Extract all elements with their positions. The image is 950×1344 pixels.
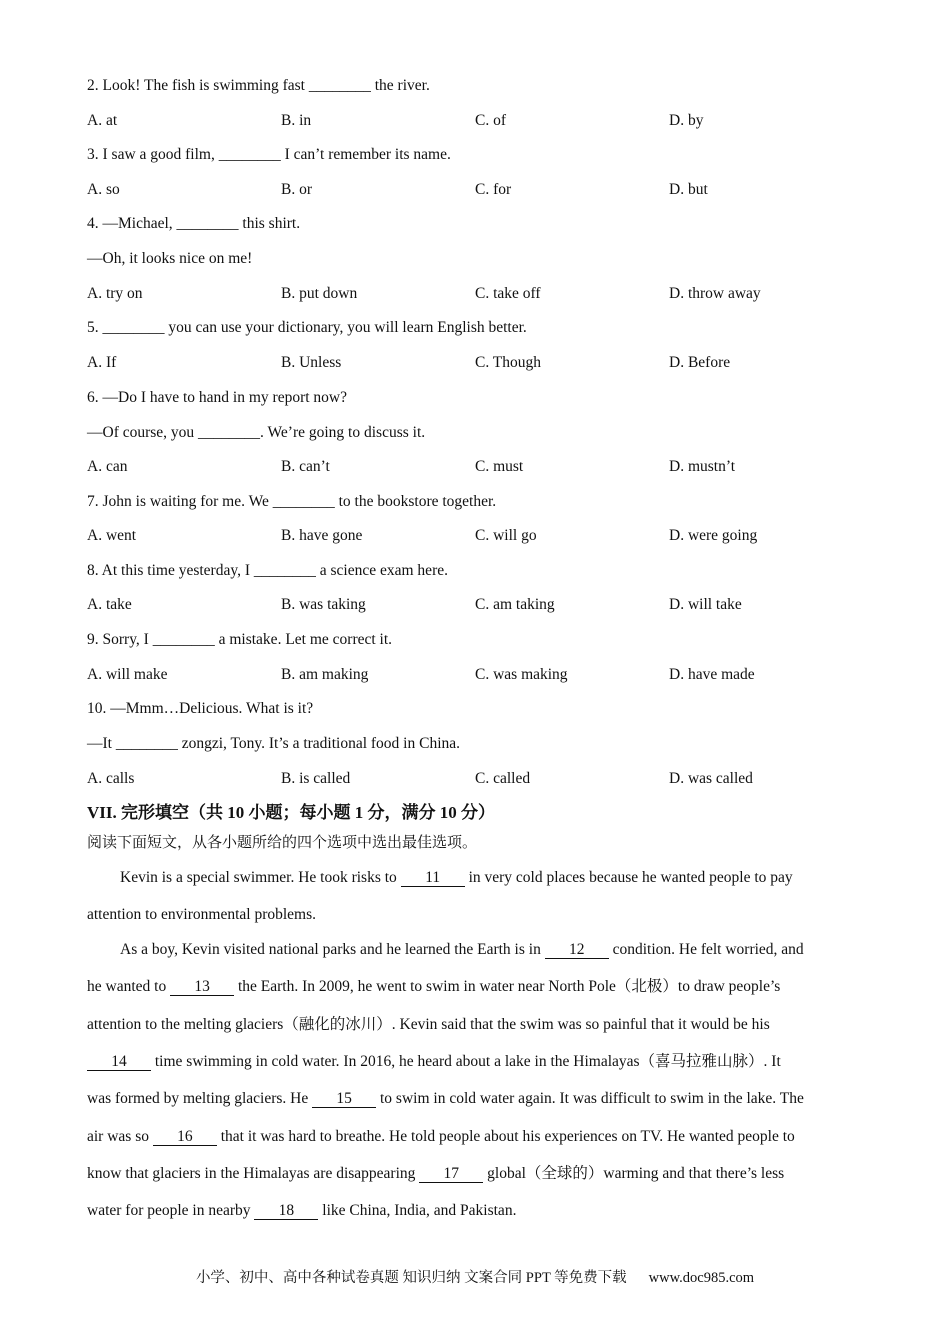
option-a: A. If xyxy=(87,354,117,371)
option-d: D. was called xyxy=(669,770,753,787)
cloze-blank: 18 xyxy=(254,1202,318,1220)
question-reply: —It ________ zongzi, Tony. It’s a traditional food in China. xyxy=(87,735,461,752)
option-a: A. can xyxy=(87,458,128,475)
question-options xyxy=(87,353,867,373)
option-b: B. am making xyxy=(281,666,369,683)
option-c: C. am taking xyxy=(475,596,555,613)
option-d: D. have made xyxy=(669,666,755,683)
passage-text: in very cold places because he wanted people to pay xyxy=(464,869,793,886)
option-b: B. have gone xyxy=(281,527,363,544)
option-c: C. take off xyxy=(475,285,541,302)
cloze-blank: 14 xyxy=(87,1053,151,1071)
passage-text: know that glaciers in the Himalayas are disappearing xyxy=(87,1165,420,1182)
option-c: C. must xyxy=(475,458,524,475)
passage-text: air was so xyxy=(87,1128,153,1145)
passage-line xyxy=(87,1164,784,1184)
option-b: B. Unless xyxy=(281,354,342,371)
option-c: C. of xyxy=(475,112,506,129)
passage-text: time swimming in cold water. In 2016, he heard about a lake in the Himalayas（喜马拉雅山脉）. It xyxy=(151,1053,781,1070)
passage-text: that it was hard to breathe. He told people about his experiences on TV. He wanted people to xyxy=(216,1128,795,1145)
passage-text: global（全球的）warming and that there’s less xyxy=(483,1165,785,1182)
option-d: D. mustn’t xyxy=(669,458,736,475)
option-a: A. calls xyxy=(87,770,135,787)
question-options xyxy=(87,457,867,477)
passage-text: he wanted to xyxy=(87,978,171,995)
option-a: A. will make xyxy=(87,666,168,683)
question-stem: 3. I saw a good film, ________ I can’t remember its name. xyxy=(87,146,451,163)
question-stem: 4. —Michael, ________ this shirt. xyxy=(87,215,301,232)
question-stem: 7. John is waiting for me. We ________ to the bookstore together. xyxy=(87,493,497,510)
option-d: D. throw away xyxy=(669,285,761,302)
option-d: D. Before xyxy=(669,354,731,371)
passage-line xyxy=(87,1052,781,1072)
passage-text: condition. He felt worried, and xyxy=(608,941,804,958)
passage-text: like China, India, and Pakistan. xyxy=(318,1202,517,1219)
option-c: C. was making xyxy=(475,666,568,683)
question-options xyxy=(87,284,867,304)
passage-line xyxy=(87,1089,804,1109)
passage-line xyxy=(87,1127,795,1147)
option-c: C. for xyxy=(475,181,512,198)
question-stem: 8. At this time yesterday, I ________ a science exam here. xyxy=(87,562,448,579)
option-a: A. take xyxy=(87,596,132,613)
cloze-blank: 16 xyxy=(153,1128,217,1146)
option-a: A. at xyxy=(87,112,118,129)
passage-line xyxy=(120,868,793,888)
cloze-blank: 13 xyxy=(170,978,234,996)
option-b: B. is called xyxy=(281,770,351,787)
option-d: D. were going xyxy=(669,527,758,544)
question-stem: 9. Sorry, I ________ a mistake. Let me correct it. xyxy=(87,631,393,648)
option-d: D. but xyxy=(669,181,708,198)
passage-line xyxy=(120,940,804,960)
question-options xyxy=(87,111,867,131)
option-d: D. by xyxy=(669,112,704,129)
option-b: B. was taking xyxy=(281,596,366,613)
question-options xyxy=(87,769,867,789)
option-a: A. so xyxy=(87,181,120,198)
passage-text: water for people in nearby xyxy=(87,1202,255,1219)
question-reply: —Oh, it looks nice on me! xyxy=(87,250,253,267)
cloze-blank: 15 xyxy=(312,1090,376,1108)
section-heading: VII. 完形填空（共 10 小题；每小题 1 分，满分 10 分） xyxy=(87,803,496,822)
question-stem: 5. ________ you can use your dictionary, you will learn English better. xyxy=(87,319,527,336)
option-a: A. went xyxy=(87,527,137,544)
question-options xyxy=(87,526,867,546)
option-b: B. or xyxy=(281,181,312,198)
option-c: C. called xyxy=(475,770,531,787)
question-stem: 10. —Mmm…Delicious. What is it? xyxy=(87,700,314,717)
footer-text: 小学、初中、高中各种试卷真题 知识归纳 文案合同 PPT 等免费下载 xyxy=(195,1270,627,1286)
passage-text: to swim in cold water again. It was difficult to swim in the lake. The xyxy=(376,1090,804,1107)
question-stem: 2. Look! The fish is swimming fast ________ the river. xyxy=(87,77,430,94)
cloze-blank: 11 xyxy=(401,869,465,887)
question-options xyxy=(87,595,867,615)
passage-line xyxy=(87,1201,516,1221)
passage-text: As a boy, Kevin visited national parks and he learned the Earth is in xyxy=(120,941,545,958)
option-c: C. will go xyxy=(475,527,537,544)
passage-text: Kevin is a special swimmer. He took risks to xyxy=(120,869,401,886)
section-instruction: 阅读下面短文，从各小题所给的四个选项中选出最佳选项。 xyxy=(87,835,478,851)
footer-url[interactable]: www.doc985.com xyxy=(648,1270,755,1286)
option-b: B. put down xyxy=(281,285,358,302)
question-reply: —Of course, you ________. We’re going to discuss it. xyxy=(87,424,426,441)
passage-text: was formed by melting glaciers. He xyxy=(87,1090,313,1107)
option-c: C. Though xyxy=(475,354,542,371)
cloze-blank: 12 xyxy=(545,941,609,959)
question-stem: 6. —Do I have to hand in my report now? xyxy=(87,389,347,406)
option-a: A. try on xyxy=(87,285,143,302)
passage-line: attention to environmental problems. xyxy=(87,906,317,923)
passage-line: attention to the melting glaciers（融化的冰川）. Kevin said that the swim was so painful that it would be his xyxy=(87,1016,770,1033)
passage-line xyxy=(87,977,780,997)
option-b: B. in xyxy=(281,112,312,129)
cloze-blank: 17 xyxy=(419,1165,483,1183)
option-b: B. can’t xyxy=(281,458,330,475)
option-d: D. will take xyxy=(669,596,742,613)
question-options xyxy=(87,180,867,200)
question-options xyxy=(87,665,867,685)
page-footer xyxy=(0,1268,950,1288)
passage-text: the Earth. In 2009, he went to swim in water near North Pole（北极）to draw people’s xyxy=(234,978,781,995)
